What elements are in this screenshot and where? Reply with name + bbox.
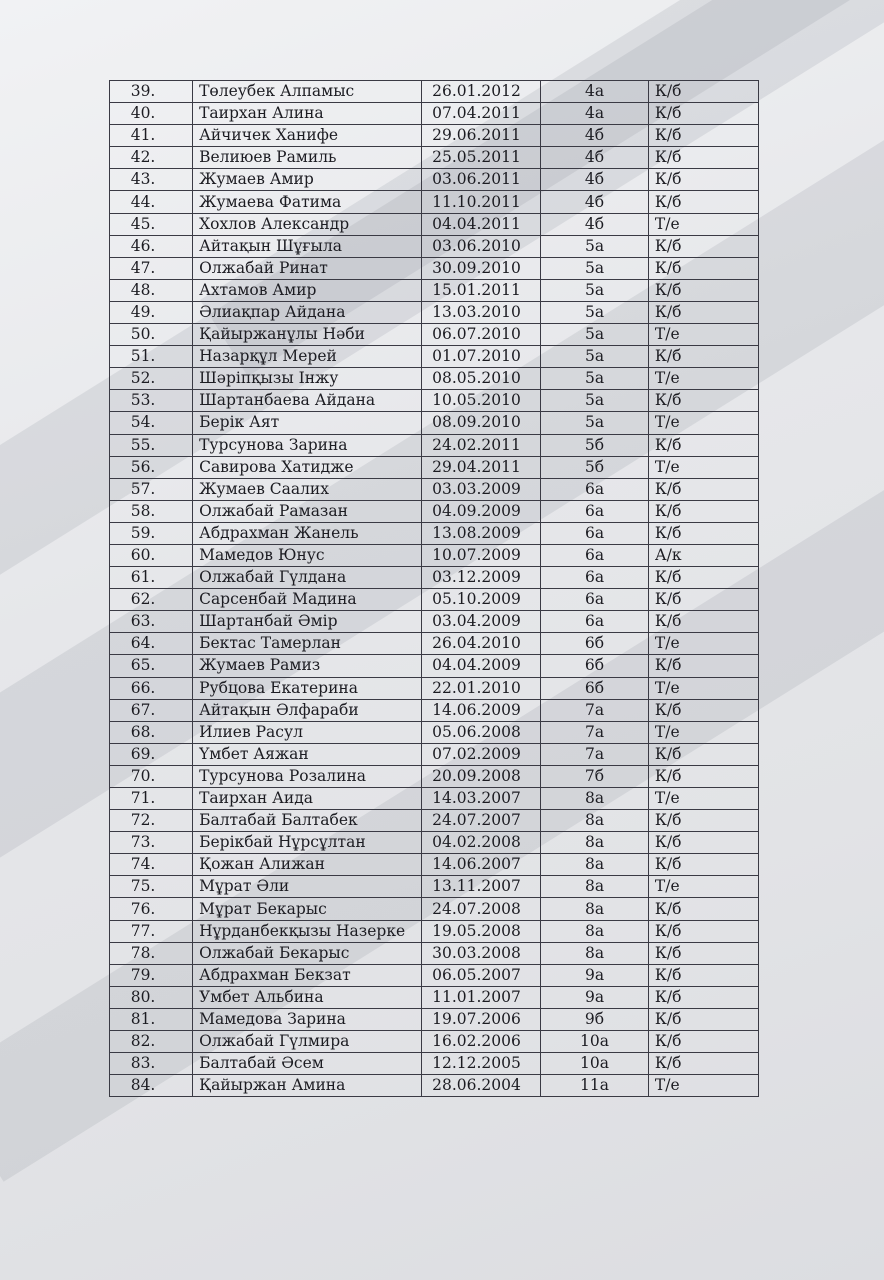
row-number: 77.	[110, 920, 193, 942]
birth-date: 07.04.2011	[422, 103, 541, 125]
status-code: К/б	[648, 279, 758, 301]
table-row	[110, 1053, 759, 1075]
table-row	[110, 964, 759, 986]
birth-date: 03.12.2009	[422, 567, 541, 589]
row-number: 48.	[110, 279, 193, 301]
table-row	[110, 920, 759, 942]
student-name: Абдрахман Жанель	[193, 522, 422, 544]
row-number: 81.	[110, 1008, 193, 1030]
student-name: Умбет Альбина	[193, 986, 422, 1008]
birth-date: 26.01.2012	[422, 81, 541, 103]
status-code: К/б	[648, 522, 758, 544]
birth-date: 07.02.2009	[422, 743, 541, 765]
status-code: К/б	[648, 699, 758, 721]
row-number: 56.	[110, 456, 193, 478]
birth-date: 10.07.2009	[422, 544, 541, 566]
class-grade: 8а	[541, 854, 649, 876]
student-name: Берікбай Нұрсұлтан	[193, 832, 422, 854]
table-row	[110, 567, 759, 589]
row-number: 78.	[110, 942, 193, 964]
status-code: К/б	[648, 611, 758, 633]
student-name: Олжабай Гүлмира	[193, 1031, 422, 1053]
row-number: 66.	[110, 677, 193, 699]
class-grade: 6а	[541, 544, 649, 566]
student-name: Рубцова Екатерина	[193, 677, 422, 699]
row-number: 72.	[110, 810, 193, 832]
table-row	[110, 1008, 759, 1030]
birth-date: 29.06.2011	[422, 125, 541, 147]
status-code: Т/е	[648, 633, 758, 655]
row-number: 53.	[110, 390, 193, 412]
student-name: Берік Аят	[193, 412, 422, 434]
status-code: К/б	[648, 986, 758, 1008]
birth-date: 11.01.2007	[422, 986, 541, 1008]
class-grade: 8а	[541, 832, 649, 854]
table-row	[110, 257, 759, 279]
table-row	[110, 765, 759, 787]
table-row	[110, 125, 759, 147]
birth-date: 19.07.2006	[422, 1008, 541, 1030]
class-grade: 9а	[541, 964, 649, 986]
class-grade: 6б	[541, 677, 649, 699]
student-name: Бектас Тамерлан	[193, 633, 422, 655]
status-code: К/б	[648, 301, 758, 323]
birth-date: 08.05.2010	[422, 368, 541, 390]
class-grade: 9а	[541, 986, 649, 1008]
student-name: Мұрат Бекарыс	[193, 898, 422, 920]
status-code: К/б	[648, 942, 758, 964]
row-number: 59.	[110, 522, 193, 544]
birth-date: 14.03.2007	[422, 788, 541, 810]
birth-date: 03.06.2011	[422, 169, 541, 191]
birth-date: 15.01.2011	[422, 279, 541, 301]
status-code: К/б	[648, 832, 758, 854]
birth-date: 13.08.2009	[422, 522, 541, 544]
row-number: 44.	[110, 191, 193, 213]
class-grade: 4а	[541, 81, 649, 103]
student-name: Төлеубек Алпамыс	[193, 81, 422, 103]
student-name: Сарсенбай Мадина	[193, 589, 422, 611]
status-code: К/б	[648, 235, 758, 257]
student-name: Таирхан Алина	[193, 103, 422, 125]
birth-date: 26.04.2010	[422, 633, 541, 655]
student-name: Балтабай Әсем	[193, 1053, 422, 1075]
student-name: Велиюев Рамиль	[193, 147, 422, 169]
table-row	[110, 1031, 759, 1053]
table-row	[110, 721, 759, 743]
birth-date: 16.02.2006	[422, 1031, 541, 1053]
class-grade: 8а	[541, 810, 649, 832]
class-grade: 6а	[541, 522, 649, 544]
status-code: К/б	[648, 125, 758, 147]
student-table-body	[110, 81, 759, 1097]
birth-date: 19.05.2008	[422, 920, 541, 942]
class-grade: 7а	[541, 743, 649, 765]
class-grade: 8а	[541, 942, 649, 964]
status-code: К/б	[648, 1053, 758, 1075]
table-row	[110, 213, 759, 235]
row-number: 65.	[110, 655, 193, 677]
table-row	[110, 810, 759, 832]
row-number: 63.	[110, 611, 193, 633]
table-row	[110, 633, 759, 655]
status-code: К/б	[648, 191, 758, 213]
status-code: Т/е	[648, 677, 758, 699]
status-code: К/б	[648, 169, 758, 191]
table-row	[110, 103, 759, 125]
status-code: Т/е	[648, 368, 758, 390]
table-row	[110, 301, 759, 323]
birth-date: 04.02.2008	[422, 832, 541, 854]
birth-date: 04.04.2009	[422, 655, 541, 677]
table-row	[110, 942, 759, 964]
status-code: К/б	[648, 1031, 758, 1053]
birth-date: 28.06.2004	[422, 1075, 541, 1097]
table-row	[110, 390, 759, 412]
class-grade: 5а	[541, 279, 649, 301]
class-grade: 6б	[541, 633, 649, 655]
row-number: 47.	[110, 257, 193, 279]
birth-date: 25.05.2011	[422, 147, 541, 169]
birth-date: 14.06.2007	[422, 854, 541, 876]
class-grade: 8а	[541, 898, 649, 920]
status-code: К/б	[648, 147, 758, 169]
student-name: Мамедов Юнус	[193, 544, 422, 566]
status-code: К/б	[648, 964, 758, 986]
row-number: 55.	[110, 434, 193, 456]
class-grade: 5б	[541, 456, 649, 478]
birth-date: 20.09.2008	[422, 765, 541, 787]
birth-date: 14.06.2009	[422, 699, 541, 721]
student-name: Таирхан Аида	[193, 788, 422, 810]
table-row	[110, 589, 759, 611]
student-name: Турсунова Зарина	[193, 434, 422, 456]
status-code: К/б	[648, 346, 758, 368]
class-grade: 5а	[541, 346, 649, 368]
table-row	[110, 898, 759, 920]
birth-date: 10.05.2010	[422, 390, 541, 412]
table-row	[110, 743, 759, 765]
table-row	[110, 456, 759, 478]
status-code: Т/е	[648, 456, 758, 478]
class-grade: 6а	[541, 567, 649, 589]
row-number: 79.	[110, 964, 193, 986]
birth-date: 30.09.2010	[422, 257, 541, 279]
student-name: Ахтамов Амир	[193, 279, 422, 301]
table-row	[110, 1075, 759, 1097]
student-name: Қожан Алижан	[193, 854, 422, 876]
status-code: К/б	[648, 257, 758, 279]
status-code: Т/е	[648, 876, 758, 898]
student-name: Олжабай Рамазан	[193, 500, 422, 522]
birth-date: 06.07.2010	[422, 324, 541, 346]
row-number: 43.	[110, 169, 193, 191]
table-row	[110, 169, 759, 191]
class-grade: 10а	[541, 1031, 649, 1053]
status-code: К/б	[648, 810, 758, 832]
birth-date: 13.11.2007	[422, 876, 541, 898]
status-code: Т/е	[648, 788, 758, 810]
table-row	[110, 412, 759, 434]
row-number: 45.	[110, 213, 193, 235]
class-grade: 8а	[541, 788, 649, 810]
status-code: К/б	[648, 103, 758, 125]
row-number: 82.	[110, 1031, 193, 1053]
student-name: Шартанбай Әмір	[193, 611, 422, 633]
row-number: 70.	[110, 765, 193, 787]
status-code: К/б	[648, 1008, 758, 1030]
row-number: 58.	[110, 500, 193, 522]
row-number: 40.	[110, 103, 193, 125]
status-code: К/б	[648, 765, 758, 787]
row-number: 76.	[110, 898, 193, 920]
birth-date: 11.10.2011	[422, 191, 541, 213]
student-name: Шәріпқызы Інжу	[193, 368, 422, 390]
row-number: 71.	[110, 788, 193, 810]
table-row	[110, 368, 759, 390]
student-name: Илиев Расул	[193, 721, 422, 743]
row-number: 64.	[110, 633, 193, 655]
row-number: 69.	[110, 743, 193, 765]
student-name: Әлиақпар Айдана	[193, 301, 422, 323]
class-grade: 7а	[541, 699, 649, 721]
row-number: 57.	[110, 478, 193, 500]
row-number: 52.	[110, 368, 193, 390]
row-number: 42.	[110, 147, 193, 169]
row-number: 39.	[110, 81, 193, 103]
birth-date: 01.07.2010	[422, 346, 541, 368]
status-code: Т/е	[648, 721, 758, 743]
student-name: Шартанбаева Айдана	[193, 390, 422, 412]
student-name: Үмбет Аяжан	[193, 743, 422, 765]
row-number: 41.	[110, 125, 193, 147]
birth-date: 05.06.2008	[422, 721, 541, 743]
class-grade: 6а	[541, 589, 649, 611]
student-name: Қайыржанұлы Нәби	[193, 324, 422, 346]
class-grade: 6а	[541, 611, 649, 633]
status-code: Т/е	[648, 412, 758, 434]
student-name: Олжабай Гүлдана	[193, 567, 422, 589]
row-number: 46.	[110, 235, 193, 257]
status-code: К/б	[648, 500, 758, 522]
status-code: К/б	[648, 854, 758, 876]
class-grade: 6а	[541, 478, 649, 500]
student-table	[109, 80, 759, 1097]
row-number: 54.	[110, 412, 193, 434]
row-number: 73.	[110, 832, 193, 854]
birth-date: 04.09.2009	[422, 500, 541, 522]
class-grade: 5а	[541, 324, 649, 346]
status-code: К/б	[648, 81, 758, 103]
row-number: 61.	[110, 567, 193, 589]
class-grade: 4б	[541, 125, 649, 147]
class-grade: 4а	[541, 103, 649, 125]
student-name: Жумаева Фатима	[193, 191, 422, 213]
status-code: К/б	[648, 434, 758, 456]
status-code: Т/е	[648, 213, 758, 235]
status-code: К/б	[648, 920, 758, 942]
birth-date: 24.07.2007	[422, 810, 541, 832]
class-grade: 6б	[541, 655, 649, 677]
birth-date: 29.04.2011	[422, 456, 541, 478]
table-row	[110, 191, 759, 213]
birth-date: 04.04.2011	[422, 213, 541, 235]
row-number: 74.	[110, 854, 193, 876]
row-number: 49.	[110, 301, 193, 323]
row-number: 83.	[110, 1053, 193, 1075]
student-name: Жумаев Амир	[193, 169, 422, 191]
student-name: Абдрахман Бекзат	[193, 964, 422, 986]
class-grade: 4б	[541, 191, 649, 213]
status-code: А/к	[648, 544, 758, 566]
table-row	[110, 81, 759, 103]
row-number: 62.	[110, 589, 193, 611]
row-number: 50.	[110, 324, 193, 346]
row-number: 84.	[110, 1075, 193, 1097]
class-grade: 4б	[541, 169, 649, 191]
class-grade: 4б	[541, 147, 649, 169]
birth-date: 03.06.2010	[422, 235, 541, 257]
student-name: Жумаев Рамиз	[193, 655, 422, 677]
student-name: Балтабай Балтабек	[193, 810, 422, 832]
status-code: К/б	[648, 567, 758, 589]
student-name: Хохлов Александр	[193, 213, 422, 235]
class-grade: 4б	[541, 213, 649, 235]
status-code: Т/е	[648, 1075, 758, 1097]
status-code: К/б	[648, 478, 758, 500]
student-name: Айчичек Ханифе	[193, 125, 422, 147]
student-name: Қайыржан Амина	[193, 1075, 422, 1097]
birth-date: 05.10.2009	[422, 589, 541, 611]
birth-date: 06.05.2007	[422, 964, 541, 986]
birth-date: 30.03.2008	[422, 942, 541, 964]
class-grade: 8а	[541, 876, 649, 898]
student-name: Олжабай Ринат	[193, 257, 422, 279]
row-number: 60.	[110, 544, 193, 566]
table-row	[110, 986, 759, 1008]
class-grade: 5а	[541, 301, 649, 323]
birth-date: 13.03.2010	[422, 301, 541, 323]
table-row	[110, 279, 759, 301]
table-row	[110, 677, 759, 699]
row-number: 75.	[110, 876, 193, 898]
class-grade: 5а	[541, 257, 649, 279]
class-grade: 5а	[541, 235, 649, 257]
birth-date: 03.04.2009	[422, 611, 541, 633]
table-row	[110, 655, 759, 677]
student-name: Нұрданбекқызы Назерке	[193, 920, 422, 942]
table-row	[110, 500, 759, 522]
table-row	[110, 699, 759, 721]
table-row	[110, 522, 759, 544]
birth-date: 22.01.2010	[422, 677, 541, 699]
table-row	[110, 876, 759, 898]
class-grade: 7а	[541, 721, 649, 743]
row-number: 68.	[110, 721, 193, 743]
birth-date: 12.12.2005	[422, 1053, 541, 1075]
student-name: Мұрат Әли	[193, 876, 422, 898]
class-grade: 5а	[541, 368, 649, 390]
table-row	[110, 434, 759, 456]
student-name: Олжабай Бекарыс	[193, 942, 422, 964]
class-grade: 5а	[541, 390, 649, 412]
table-row	[110, 235, 759, 257]
student-name: Савирова Хатидже	[193, 456, 422, 478]
student-name: Жумаев Саалих	[193, 478, 422, 500]
table-row	[110, 832, 759, 854]
birth-date: 08.09.2010	[422, 412, 541, 434]
class-grade: 6а	[541, 500, 649, 522]
row-number: 51.	[110, 346, 193, 368]
birth-date: 24.07.2008	[422, 898, 541, 920]
student-name: Назарқұл Мерей	[193, 346, 422, 368]
table-row	[110, 544, 759, 566]
class-grade: 5а	[541, 412, 649, 434]
status-code: К/б	[648, 898, 758, 920]
class-grade: 8а	[541, 920, 649, 942]
table-row	[110, 854, 759, 876]
class-grade: 5б	[541, 434, 649, 456]
student-name: Айтақын Әлфараби	[193, 699, 422, 721]
student-name: Турсунова Розалина	[193, 765, 422, 787]
status-code: К/б	[648, 655, 758, 677]
row-number: 67.	[110, 699, 193, 721]
table-row	[110, 324, 759, 346]
status-code: К/б	[648, 743, 758, 765]
birth-date: 24.02.2011	[422, 434, 541, 456]
class-grade: 10а	[541, 1053, 649, 1075]
class-grade: 7б	[541, 765, 649, 787]
table-row	[110, 611, 759, 633]
class-grade: 9б	[541, 1008, 649, 1030]
status-code: К/б	[648, 589, 758, 611]
table-row	[110, 147, 759, 169]
table-row	[110, 478, 759, 500]
status-code: Т/е	[648, 324, 758, 346]
table-row	[110, 788, 759, 810]
table-row	[110, 346, 759, 368]
class-grade: 11а	[541, 1075, 649, 1097]
student-name: Мамедова Зарина	[193, 1008, 422, 1030]
student-name: Айтақын Шұғыла	[193, 235, 422, 257]
birth-date: 03.03.2009	[422, 478, 541, 500]
status-code: К/б	[648, 390, 758, 412]
row-number: 80.	[110, 986, 193, 1008]
